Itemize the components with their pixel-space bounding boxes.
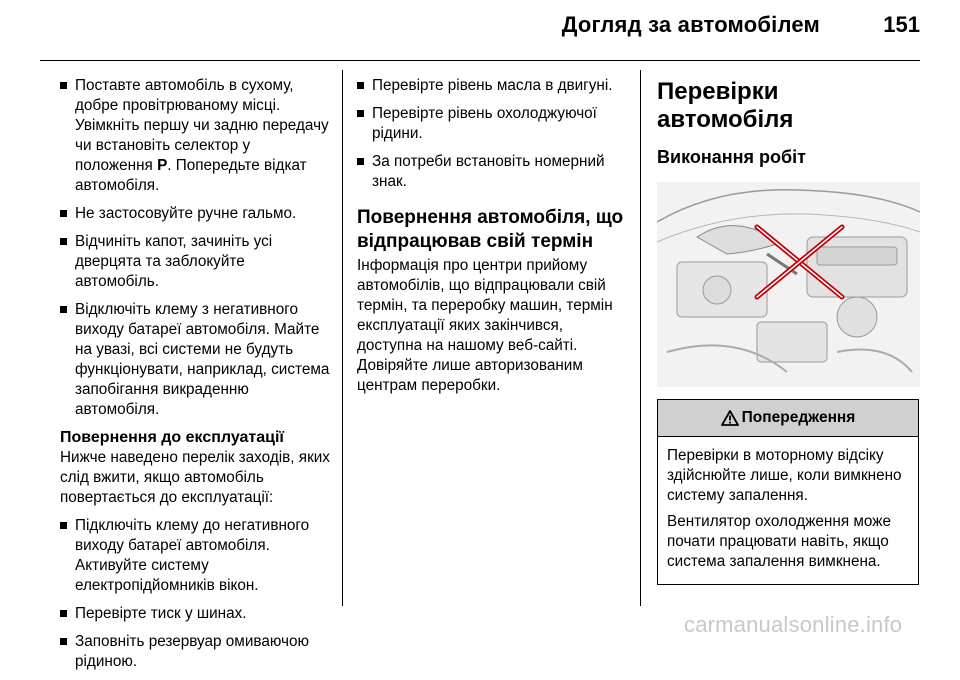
list-item	[60, 604, 330, 624]
list-item	[60, 300, 330, 420]
list-item	[60, 232, 330, 292]
list-item-text: Підключіть клему до негативного виходу батареї автомобіля. Активуйте систему електропідйомників вікон.	[75, 517, 310, 594]
warning-header	[658, 400, 918, 437]
section-heading-return: Повернення до експлуатації	[60, 429, 284, 446]
bullet-list-checks	[357, 76, 627, 192]
list-item	[60, 204, 330, 224]
warning-triangle-icon	[721, 410, 739, 426]
bullet-icon	[60, 522, 67, 529]
list-item-text: Заповніть резервуар омиваючою рідиною.	[75, 633, 309, 670]
list-item	[357, 76, 627, 96]
column-2	[357, 76, 627, 402]
list-item-text: Перевірте рівень масла в двигуні.	[372, 77, 613, 94]
list-item	[60, 516, 330, 596]
bullet-list-bottom	[60, 516, 330, 672]
warning-body	[658, 437, 918, 584]
page-number: 151	[883, 12, 920, 37]
list-item	[357, 152, 627, 192]
bullet-icon	[60, 210, 67, 217]
sub-heading-performing-work: Виконання робіт	[657, 147, 806, 167]
list-item-text: Перевірте тиск у шинах.	[75, 605, 247, 622]
bullet-icon	[357, 82, 364, 89]
bullet-icon	[60, 306, 67, 313]
gear-selector-p: P	[157, 157, 168, 174]
warning-paragraph: Вентилятор охолодження може почати працювати навіть, якщо система запалення вимкнена.	[667, 513, 891, 570]
bullet-icon	[60, 238, 67, 245]
warning-title: Попередження	[741, 409, 856, 426]
running-header-title: Догляд за автомобілем	[561, 12, 820, 37]
engine-bay-illustration	[657, 182, 920, 387]
page-heading-vehicle-checks: Перевірки автомобіля	[657, 78, 794, 133]
engine-bay-drawing	[657, 182, 920, 387]
list-item-text: Відключіть клему з негативного виходу батареї автомобіля. Майте на увазі, всі системи не будуть функціонувати, наприклад, система запобігання викраденню автомобіля.	[75, 301, 330, 418]
column-divider-1	[342, 70, 343, 606]
section-intro: Нижче наведено перелік заходів, яких слід вжити, якщо автомобіль повертається до експлуатації:	[60, 449, 330, 506]
warning-box	[657, 399, 919, 585]
list-item-text: Поставте автомобіль в сухому, добре провітрюваному місці. Увімкніть першу чи задню передачу чи встановіть селектор у положення	[75, 77, 329, 174]
bullet-icon	[60, 82, 67, 89]
list-item-text: Не застосовуйте ручне гальмо.	[75, 205, 297, 222]
bullet-list-top	[60, 76, 330, 420]
column-1	[60, 76, 330, 680]
header-rule	[40, 60, 920, 61]
column-3	[657, 78, 920, 585]
watermark: carmanualsonline.info	[684, 612, 903, 637]
end-of-life-paragraph: Інформація про центри прийому автомобілів, що відпрацювали свій термін, та переробку машин, термін експлуатації яких закінчився, доступна на нашому веб-сайті. Довіряйте лише авторизованим центрам переробки.	[357, 257, 613, 394]
list-item-text: Перевірте рівень охолоджуючої рідини.	[372, 105, 597, 142]
list-item	[60, 632, 330, 672]
column-divider-2	[640, 70, 641, 606]
bullet-icon	[357, 158, 364, 165]
bullet-icon	[357, 110, 364, 117]
list-item-text-tail: . Попередьте відкат автомобіля.	[75, 157, 307, 194]
warning-paragraph: Перевірки в моторному відсіку здійснюйте лише, коли вимкнено систему запалення.	[667, 447, 902, 504]
bullet-icon	[60, 610, 67, 617]
list-item	[357, 104, 627, 144]
section-heading-end-of-life: Повернення автомобіля, що відпрацював свій термін	[357, 207, 624, 252]
list-item-text: Відчиніть капот, зачиніть усі дверцята та заблокуйте автомобіль.	[75, 233, 273, 290]
list-item	[60, 76, 330, 196]
list-item-text: За потреби встановіть номерний знак.	[372, 153, 605, 190]
